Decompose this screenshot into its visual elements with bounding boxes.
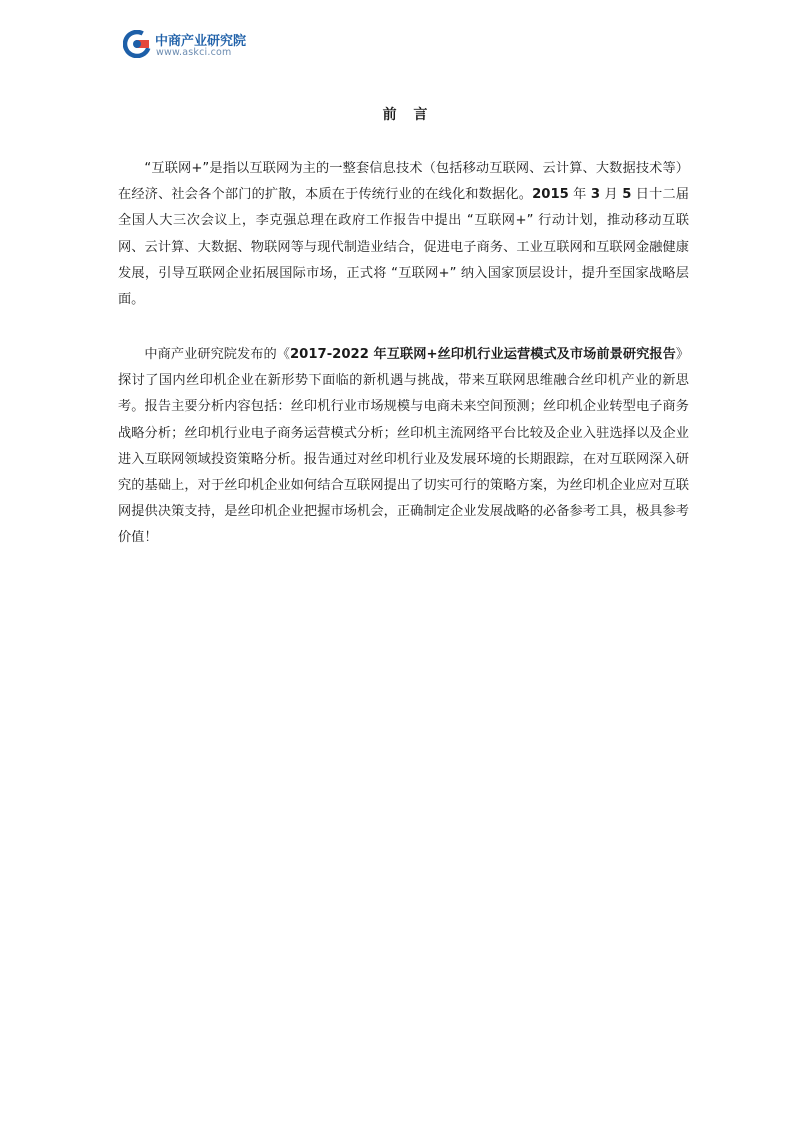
paragraph1-month: 3: [590, 187, 601, 203]
paragraph1-text-d: 日十二届全国人大三次会议上，李克强总理在政府工作报告中提出 “互联网+” 行动计划，推动移动互联网、云计算、大数据、物联网等与现代制造业结合，促进电子商务、工业互联网和互联网金融健康发展，引导互联网企业拓展国际市场，正式将 “互联网+” 纳入国家顶层设计，提升至国家战略层面。: [118, 187, 689, 308]
report-title: 2017-2022 年互联网+丝印机行业运营模式及市场前景研究报告: [290, 347, 676, 362]
logo-company-name: 中商产业研究院: [155, 34, 247, 49]
paragraph1-day: 5: [622, 187, 632, 203]
company-logo: [123, 28, 283, 60]
preface-paragraph-2: [118, 342, 689, 552]
paragraph1-text-b: 年: [568, 187, 591, 203]
paragraph2-intro: 中商产业研究院发布的《: [144, 347, 290, 362]
askci-logo-icon: [123, 30, 151, 58]
logo-website-url: www.askci.com: [156, 47, 232, 58]
preface-paragraph-1: [118, 156, 689, 313]
document-title: 前 言: [382, 107, 434, 123]
paragraph1-year: 2015: [532, 187, 569, 203]
paragraph2-body: 》探讨了国内丝印机企业在新形势下面临的新机遇与挑战，带来互联网思维融合丝印机产业的新思考。报告主要分析内容包括：丝印机行业市场规模与电商未来空间预测；丝印机企业转型电子商务战略分析；丝印机行业电子商务运营模式分析；丝印机主流网络平台比较及企业入驻选择以及企业进入互联网领域投资策略分析。报告通过对丝印机行业及发展环境的长期跟踪，在对互联网深入研究的基础上，对于丝印机企业如何结合互联网提出了切实可行的策略方案，为丝印机企业应对互联网提供决策支持，是丝印机企业把握市场机会，正确制定企业发展战略的必备参考工具，极具参考价值！: [118, 347, 689, 546]
paragraph1-text-c: 月: [600, 187, 623, 203]
paragraph1-text-a: “互联网+”是指以互联网为主的一整套信息技术（包括移动互联网、云计算、大数据技术等）在经济、社会各个部门的扩散，本质在于传统行业的在线化和数据化。: [118, 161, 689, 203]
